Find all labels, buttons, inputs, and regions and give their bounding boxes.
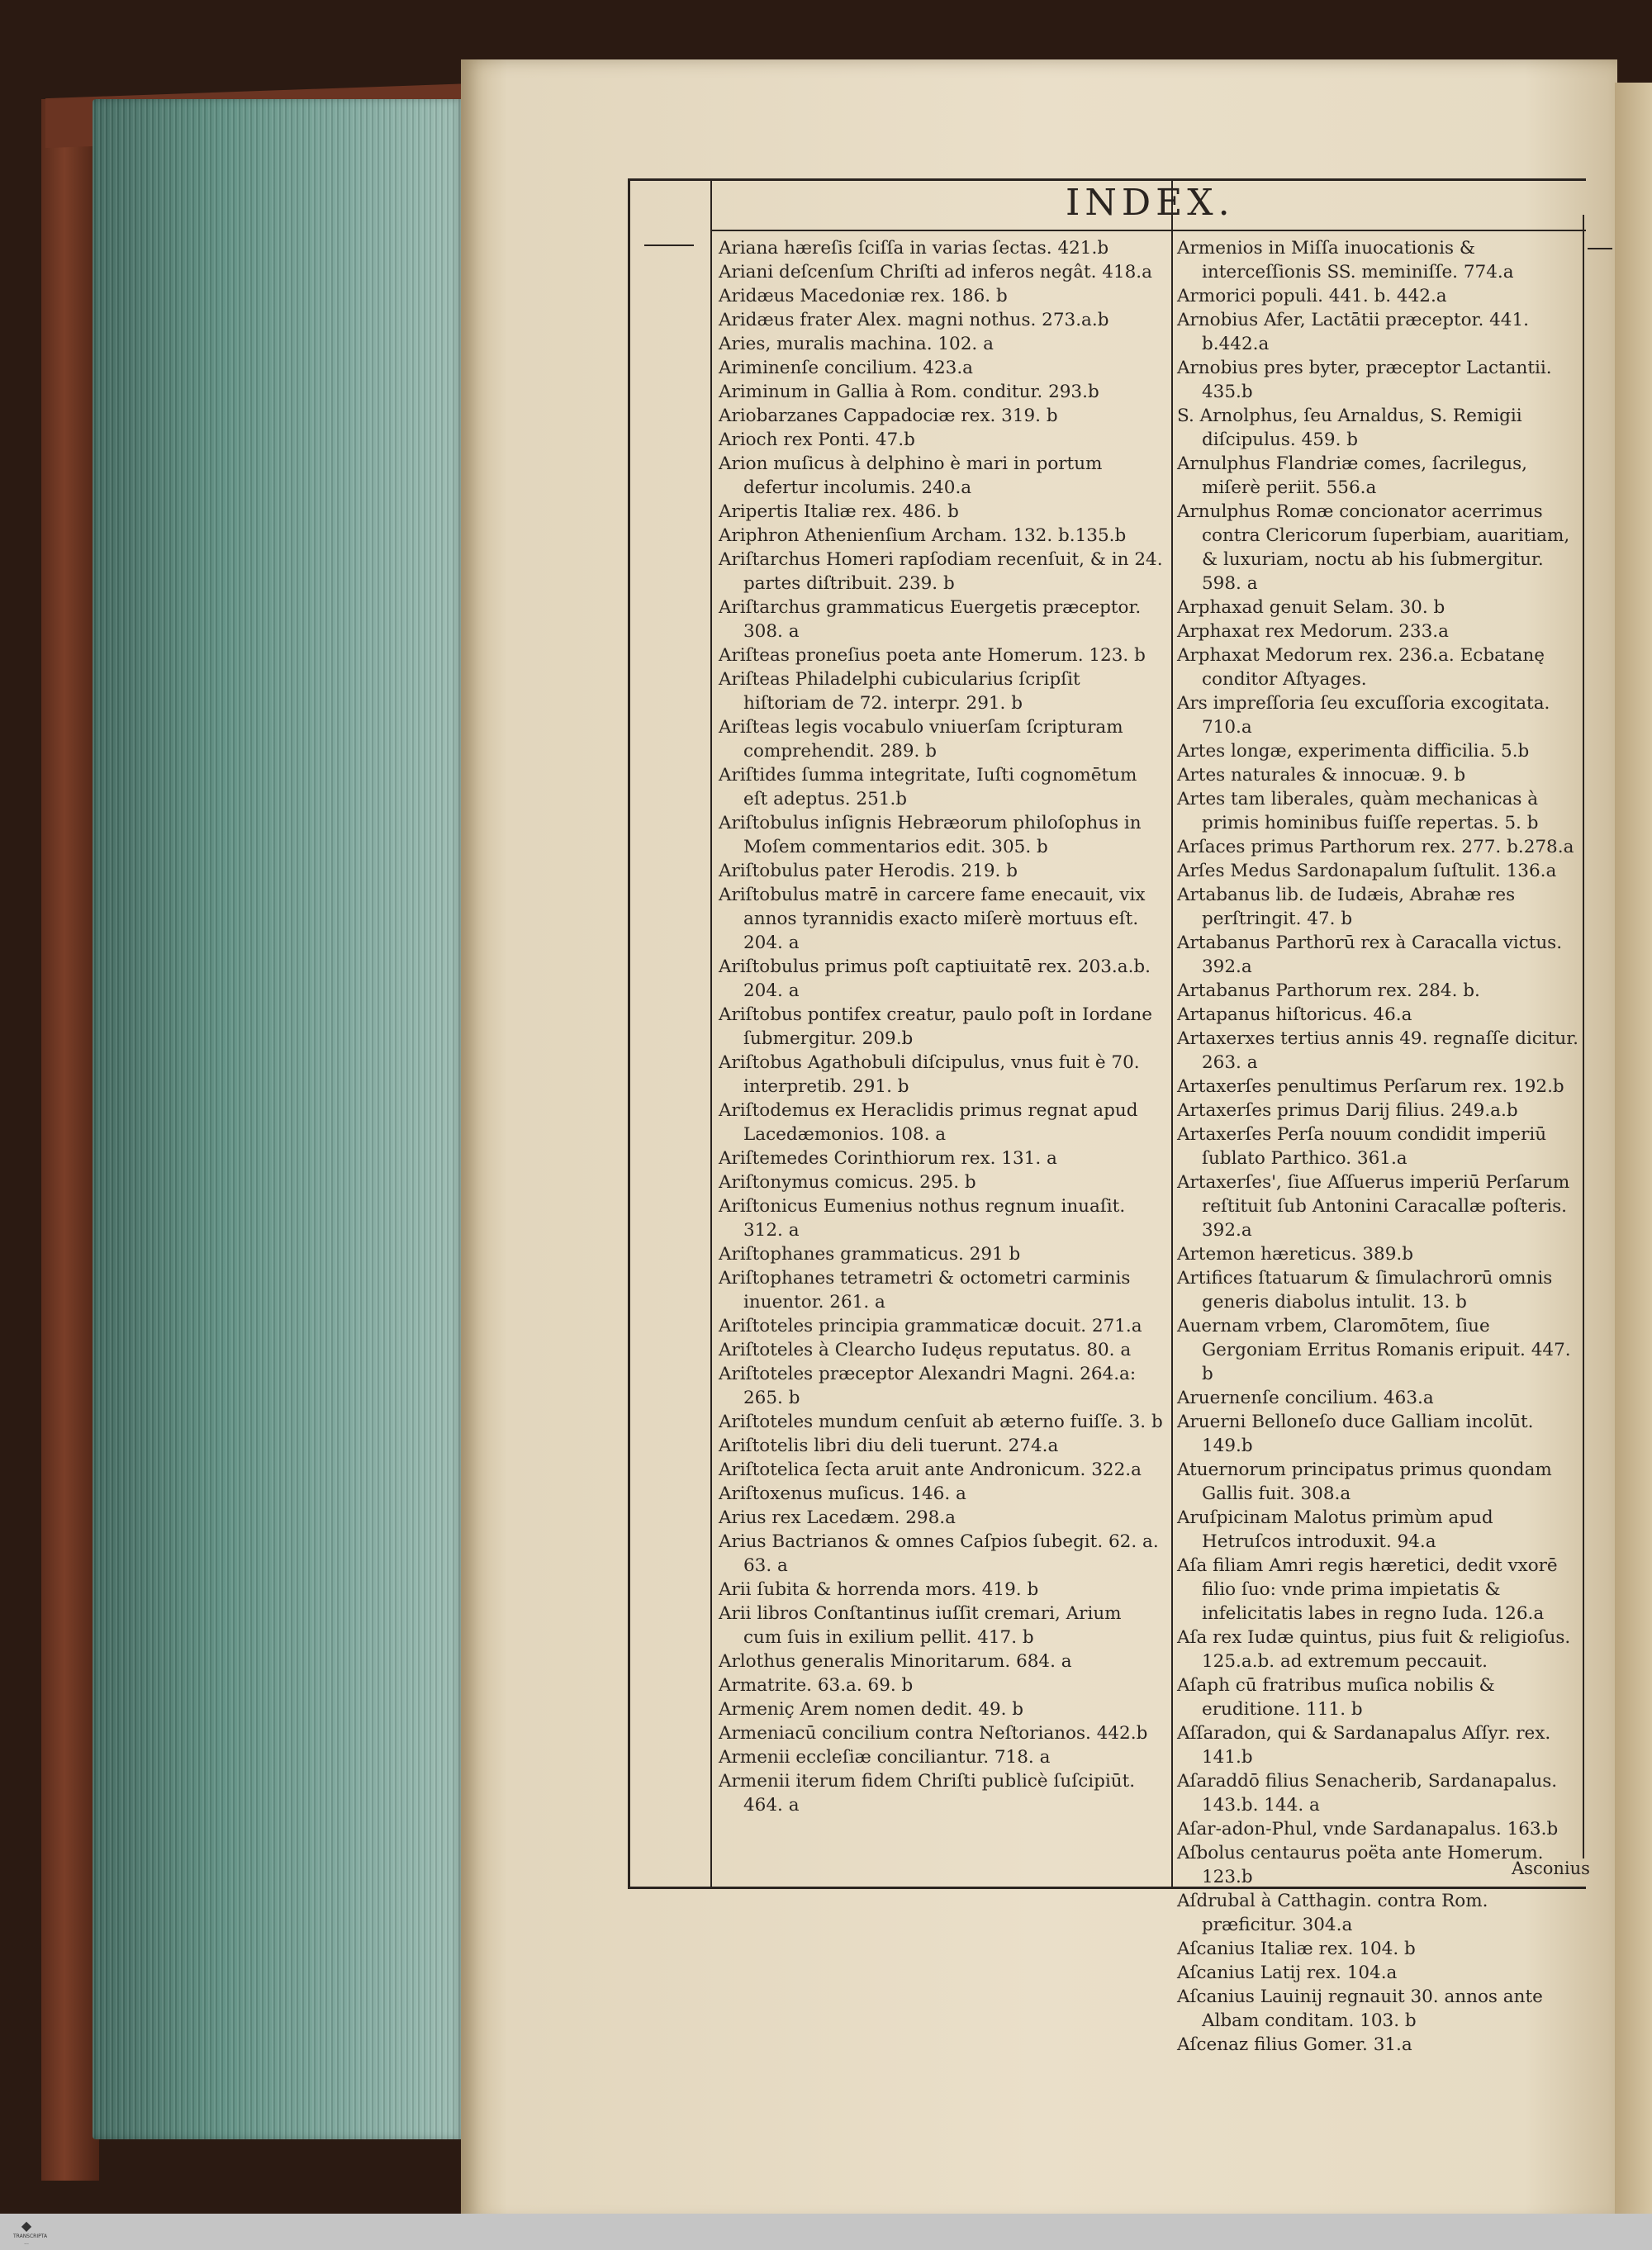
- footer-bar: [0, 2214, 1652, 2250]
- adjacent-page-edge: [1615, 83, 1652, 2214]
- index-entry: Artaxerxes tertius annis 49. regnaſſe dicitur. 263. a: [1177, 1028, 1578, 1073]
- index-entry: Artemon hæreticus. 389.b: [1177, 1244, 1413, 1265]
- index-entry: Ariſteas Philadelphi cubicularius ſcripſit hiſtoriam de 72. interpr. 291. b: [719, 669, 1080, 714]
- library-logo: [13, 2218, 48, 2246]
- catchword: Asconius: [1512, 1858, 1590, 1878]
- index-entry: Ariani deſcenſum Chriſti ad inferos negât. 418.a: [719, 262, 1152, 282]
- index-entry: Arii ſubita & horrenda mors. 419. b: [719, 1579, 1039, 1600]
- index-entry: Armeniacū concilium contra Neſtorianos. 442.b: [719, 1723, 1148, 1744]
- index-entry: Ariſtobulus inſignis Hebræorum philoſophus in Moſem commentarios edit. 305. b: [719, 813, 1142, 857]
- index-entry: Artes naturales & innocuæ. 9. b: [1177, 765, 1466, 786]
- index-entry: Armorici populi. 441. b. 442.a: [1177, 286, 1447, 306]
- index-entry: Ariphron Athenienſium Archam. 132. b.135.b: [719, 525, 1127, 546]
- index-entry: Ariſtobus Agathobuli diſcipulus, vnus fuit è 70. interpretib. 291. b: [719, 1052, 1140, 1097]
- index-entry: Artabanus Parthorum rex. 284. b.: [1177, 980, 1480, 1001]
- index-entry: Arion muſicus à delphino è mari in portum defertur incolumis. 240.a: [719, 453, 1103, 498]
- frame-left-rule: [628, 178, 630, 1888]
- index-entry: Arius rex Lacedæm. 298.a: [719, 1507, 956, 1528]
- index-entry: Ariſtarchus grammaticus Euergetis præceptor. 308. a: [719, 597, 1142, 642]
- index-entry: Ariſtemedes Corinthiorum rex. 131. a: [719, 1148, 1057, 1169]
- index-entry: Ariana hæreſis ſciſſa in varias ſectas. 421.b: [719, 238, 1109, 259]
- index-entry: Ariſtophanes tetrametri & octometri carminis inuentor. 261. a: [719, 1268, 1131, 1312]
- index-entry: Artabanus Parthorū rex à Caracalla victus. 392.a: [1177, 933, 1563, 977]
- index-entry: Ariſtoteles mundum cenſuit ab æterno fuiſſe. 3. b: [719, 1412, 1163, 1432]
- library-logo-icon: ◆: [21, 2218, 32, 2233]
- book-cover-spine: [41, 99, 99, 2181]
- index-entry: Artes longæ, experimenta difficilia. 5.b: [1177, 741, 1530, 762]
- index-entry: Arphaxad genuit Selam. 30. b: [1177, 597, 1446, 618]
- index-entry: Aſcenaz filius Gomer. 31.a: [1177, 2034, 1412, 2055]
- index-entry: Arphaxat Medorum rex. 236.a. Ecbatanę conditor Aſtyages.: [1177, 645, 1545, 690]
- index-entry: Ariobarzanes Cappadociæ rex. 319. b: [719, 406, 1058, 426]
- index-entry: Ariſtarchus Homeri rapſodiam recenſuit, & in 24. partes diſtribuit. 239. b: [719, 549, 1163, 594]
- frame-top-rule: [628, 178, 1586, 181]
- index-entry: Aſcanius Italiæ rex. 104. b: [1177, 1939, 1416, 1959]
- frame-inner-left-rule: [710, 178, 712, 1888]
- index-entry: Artaxerſes Perſa nouum condidit imperiū ſublato Parthico. 361.a: [1177, 1124, 1547, 1169]
- index-entry: Ariſtobus pontifex creatur, paulo poſt in Iordane ſubmergitur. 209.b: [719, 1004, 1152, 1049]
- index-entry: Aſſaradon, qui & Sardanapalus Aſſyr. rex. 141.b: [1177, 1723, 1551, 1768]
- frame-header-rule: [710, 230, 1586, 231]
- index-entry: Artabanus lib. de Iudæis, Abrahæ res perſtringit. 47. b: [1177, 885, 1516, 929]
- index-entry: Ariminum in Gallia à Rom. conditur. 293.b: [719, 382, 1099, 402]
- index-entry: Aſbolus centaurus poëta ante Homerum. 123.b: [1177, 1843, 1544, 1887]
- index-entry: Arnulphus Romæ concionator acerrimus contra Clericorum ſuperbiam, auaritiam, & luxuriam, noctu ab his ſubmergitur. 598. a: [1177, 501, 1570, 594]
- index-entry: Aripertis Italiæ rex. 486. b: [719, 501, 959, 522]
- index-column-right: [1177, 236, 1580, 2057]
- margin-tick-right: [1588, 248, 1612, 249]
- index-entry: Arſaces primus Parthorum rex. 277. b.278.a: [1177, 837, 1574, 857]
- index-entry: Ariſtoteles præceptor Alexandri Magni. 264.a: 265. b: [719, 1364, 1137, 1408]
- index-entry: Arii libros Conſtantinus iuſſit cremari, Arium cum ſuis in exilium pellit. 417. b: [719, 1603, 1122, 1648]
- index-entry: Ariſtides ſumma integritate, Iuſti cognomētum eſt adeptus. 251.b: [719, 765, 1137, 809]
- index-entry: Aruerni Belloneſo duce Galliam incolūt. 149.b: [1177, 1412, 1534, 1456]
- index-entry: Ariſteas proneſius poeta ante Homerum. 123. b: [719, 645, 1146, 666]
- index-entry: Aſa filiam Amri regis hæretici, dedit vxorē filio ſuo: vnde prima impietatis & infelicitatis labes in regno Iuda. 126.a: [1177, 1555, 1558, 1624]
- page-header-title: INDEX.: [1066, 182, 1235, 224]
- index-entry: Atuernorum principatus primus quondam Gallis fuit. 308.a: [1177, 1460, 1552, 1504]
- index-entry: Arius Bactrianos & omnes Caſpios ſubegit. 62. a. 63. a: [719, 1531, 1159, 1576]
- index-entry: Aſaraddō filius Senacherib, Sardanapalus. 143.b. 144. a: [1177, 1771, 1558, 1816]
- index-entry: Aſa rex Iudæ quintus, pius fuit & religioſus. 125.a.b. ad extremum peccauit.: [1177, 1627, 1571, 1672]
- index-entry: Aſar-adon-Phul, vnde Sardanapalus. 163.b: [1177, 1819, 1559, 1839]
- index-entry: Armenios in Miſſa inuocationis & interceſſionis SS. meminiſſe. 774.a: [1177, 238, 1514, 282]
- index-entry: Arnulphus Flandriæ comes, ſacrilegus, miſerè periit. 556.a: [1177, 453, 1527, 498]
- index-entry: Ariſtodemus ex Heraclidis primus regnat apud Lacedæmonios. 108. a: [719, 1100, 1138, 1145]
- index-entry: Aſcanius Latij rex. 104.a: [1177, 1963, 1398, 1983]
- index-entry: Aries, muralis machina. 102. a: [719, 334, 994, 354]
- index-entry: Arnobius Afer, Lactātii præceptor. 441. b.442.a: [1177, 310, 1530, 354]
- index-entry: Aſaph cū fratribus muſica nobilis & eruditione. 111. b: [1177, 1675, 1495, 1720]
- index-entry: Artaxerſes penultimus Perſarum rex. 192.b: [1177, 1076, 1564, 1097]
- index-entry: Auernam vrbem, Claromōtem, ſiue Gergoniam Erritus Romanis eripuit. 447. b: [1177, 1316, 1571, 1384]
- index-entry: Ariſtoteles principia grammaticæ docuit. 271.a: [719, 1316, 1142, 1336]
- index-entry: Ariſtotelis libri diu deli tuerunt. 274.a: [719, 1436, 1059, 1456]
- index-entry: Arphaxat rex Medorum. 233.a: [1177, 621, 1449, 642]
- index-entry: Ariſteas legis vocabulo vniuerſam ſcripturam comprehendit. 289. b: [719, 717, 1123, 762]
- index-entry: Ariſtobulus primus poſt captiuitatē rex. 203.a.b. 204. a: [719, 956, 1151, 1001]
- margin-tick-left: [644, 244, 694, 246]
- index-entry: Aſcanius Lauinij regnauit 30. annos ante Albam conditam. 103. b: [1177, 1987, 1543, 2031]
- index-entry: Arlothus generalis Minoritarum. 684. a: [719, 1651, 1072, 1672]
- index-entry: Armatrite. 63.a. 69. b: [719, 1675, 914, 1696]
- index-entry: Aſdrubal à Catthagin. contra Rom. præficitur. 304.a: [1177, 1891, 1488, 1935]
- index-entry: Artaxerſes', ſiue Aſſuerus imperiū Perſarum reſtituit ſub Antonini Caracallæ poſteris. 392.a: [1177, 1172, 1570, 1241]
- index-entry: Ariſtophanes grammaticus. 291 b: [719, 1244, 1021, 1265]
- index-entry: Aruſpicinam Malotus primùm apud Hetruſcos introduxit. 94.a: [1177, 1507, 1493, 1552]
- index-entry: Armenii iterum fidem Chriſti publicè ſuſcipiūt. 464. a: [719, 1771, 1136, 1816]
- library-logo-text: TRANSCRIPTA ...: [13, 2233, 48, 2246]
- index-entry: Armenii eccleſiæ conciliantur. 718. a: [719, 1747, 1051, 1768]
- index-entry: Artaxerſes primus Darij filius. 249.a.b: [1177, 1100, 1518, 1121]
- index-entry: Artes tam liberales, quàm mechanicas à primis hominibus fuiſſe repertas. 5. b: [1177, 789, 1539, 833]
- index-entry: Arſes Medus Sardonapalum ſuſtulit. 136.a: [1177, 861, 1557, 881]
- index-entry: Ariſtoxenus muſicus. 146. a: [719, 1483, 966, 1504]
- index-entry: Ariſtoteles à Clearcho Iudęus reputatus. 80. a: [719, 1340, 1132, 1360]
- index-entry: Ariſtonymus comicus. 295. b: [719, 1172, 976, 1193]
- index-entry: Arioch rex Ponti. 47.b: [719, 430, 915, 450]
- index-entry: Arnobius pres byter, præceptor Lactantii. 435.b: [1177, 358, 1552, 402]
- index-entry: Artapanus hiſtoricus. 46.a: [1177, 1004, 1412, 1025]
- index-entry: Ariſtotelica ſecta aruit ante Andronicum. 322.a: [719, 1460, 1142, 1480]
- column-divider-rule: [1171, 178, 1173, 1888]
- page-block-fore-edge: [93, 99, 464, 2139]
- index-entry: Aridæus Macedoniæ rex. 186. b: [719, 286, 1008, 306]
- index-entry: Ariſtobulus pater Herodis. 219. b: [719, 861, 1018, 881]
- index-entry: Aridæus frater Alex. magni nothus. 273.a.b: [719, 310, 1109, 330]
- index-entry: Ariſtonicus Eumenius nothus regnum inuaſit. 312. a: [719, 1196, 1126, 1241]
- index-entry: Ars impreſſoria ſeu excuſſoria excogitata. 710.a: [1177, 693, 1550, 738]
- index-entry: S. Arnolphus, ſeu Arnaldus, S. Remigii diſcipulus. 459. b: [1177, 406, 1522, 450]
- index-entry: Artifices ſtatuarum & ſimulachrorū omnis generis diabolus intulit. 13. b: [1177, 1268, 1553, 1312]
- index-column-left: [719, 236, 1165, 1817]
- index-entry: Ariminenſe concilium. 423.a: [719, 358, 973, 378]
- index-entry: Aruernenſe concilium. 463.a: [1177, 1388, 1434, 1408]
- index-entry: Armeniç Arem nomen dedit. 49. b: [719, 1699, 1024, 1720]
- frame-right-rule: [1583, 215, 1584, 1858]
- index-entry: Ariſtobulus matrē in carcere fame enecauit, vix annos tyrannidis exacto miſerè mortuus eſt. 204. a: [719, 885, 1146, 953]
